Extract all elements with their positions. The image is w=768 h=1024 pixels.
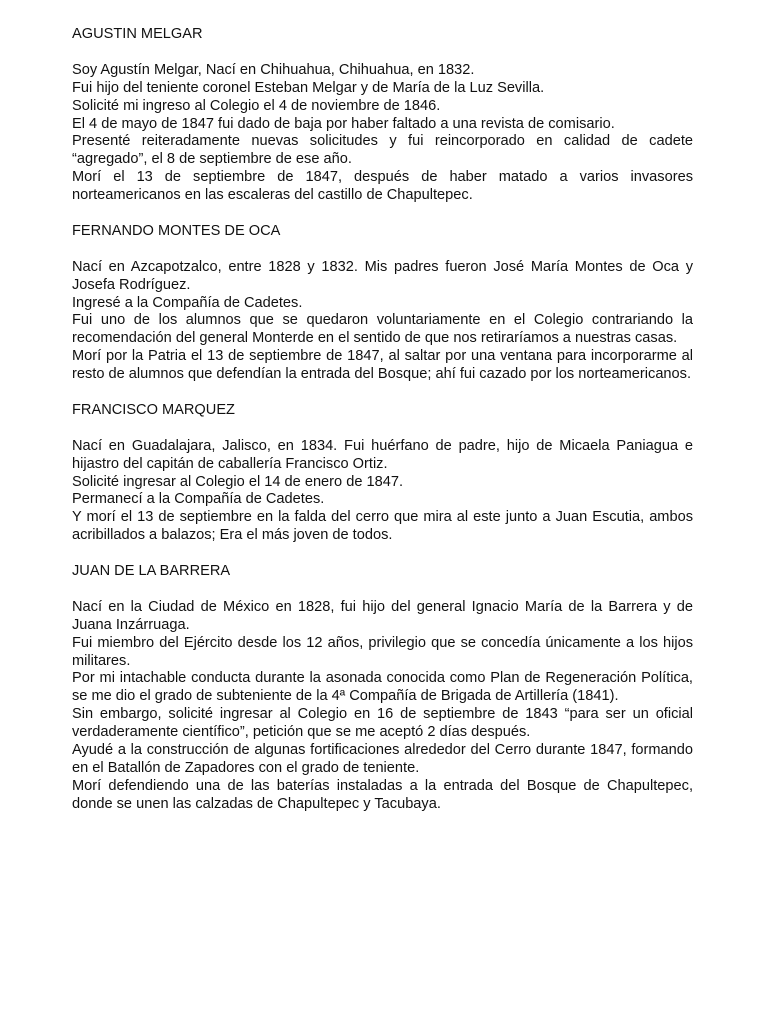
section-title: JUAN DE LA BARRERA [72,563,231,580]
section-title: AGUSTIN MELGAR [72,26,203,42]
paragraph: Ayudé a la construcción de algunas fortificaciones alrededor del Cerro durante 1847, formando en el Batallón de Zapadores con el grado de teniente. [72,742,693,776]
document-page [72,26,693,814]
paragraph: Morí por la Patria el 13 de septiembre de 1847, al saltar por una ventana para incorporarme al resto de alumnos que defendían la entrada del Bosque; ahí fui cazado por los norteamericanos. [72,348,693,383]
paragraph: Fui hijo del teniente coronel Esteban Melgar y de María de la Luz Sevilla. [72,79,545,96]
paragraph: Sin embargo, solicité ingresar al Colegio en 16 de septiembre de 1843 “para ser un oficial verdaderamente científico”, petición que se me aceptó 2 días después. [72,706,693,741]
section-fernando-montes-de-oca [72,223,693,384]
paragraph: Ingresé a la Compañía de Cadetes. [72,294,303,311]
paragraph: Nací en Guadalajara, Jalisco, en 1834. Fui huérfano de padre, hijo de Micaela Paniagua e hijastro del capitán de caballería Francisco Ortiz. [72,437,693,472]
paragraph: Presenté reiteradamente nuevas solicitudes y fui reincorporado en calidad de cadete “agregado”, el 8 de septiembre de ese año. [72,133,693,168]
paragraph: Permanecí a la Compañía de Cadetes. [72,491,325,508]
section-juan-de-la-barrera [72,563,693,814]
paragraph: Soy Agustín Melgar, Nací en Chihuahua, Chihuahua, en 1832. [72,61,475,78]
paragraph: El 4 de mayo de 1847 fui dado de baja por haber faltado a una revista de comisario. [72,115,615,132]
paragraph: Por mi intachable conducta durante la asonada conocida como Plan de Regeneración Política, se me dio el grado de subteniente de la 4ª Compañía de Brigada de Artillería (1841). [72,670,693,705]
section-agustin-melgar [72,26,693,205]
paragraph: Solicité ingresar al Colegio el 14 de enero de 1847. [72,473,404,490]
section-francisco-marquez [72,402,693,545]
paragraph: Morí defendiendo una de las baterías instaladas a la entrada del Bosque de Chapultepec, donde se unen las calzadas de Chapultepec y Tacubaya. [72,777,693,812]
paragraph: Fui uno de los alumnos que se quedaron voluntariamente en el Colegio contrariando la recomendación del general Monterde en el sentido de que nos retiraríamos a nuestras casas. [72,312,693,347]
paragraph: Nací en Azcapotzalco, entre 1828 y 1832. Mis padres fueron José María Montes de Oca y Josefa Rodríguez. [72,258,693,293]
paragraph: Morí el 13 de septiembre de 1847, después de haber matado a varios invasores norteamericanos en las escaleras del castillo de Chapultepec. [72,169,693,204]
paragraph: Fui miembro del Ejército desde los 12 años, privilegio que se concedía únicamente a los hijos militares. [72,634,693,669]
paragraph: Y morí el 13 de septiembre en la falda del cerro que mira al este junto a Juan Escutia, ambos acribillados a balazos; Era el más joven de todos. [72,509,693,544]
paragraph: Solicité mi ingreso al Colegio el 4 de noviembre de 1846. [72,97,441,114]
section-title: FERNANDO MONTES DE OCA [72,222,281,239]
paragraph: Nací en la Ciudad de México en 1828, fui hijo del general Ignacio María de la Barrera y de Juana Inzárruaga. [72,598,693,633]
section-title: FRANCISCO MARQUEZ [72,401,235,418]
